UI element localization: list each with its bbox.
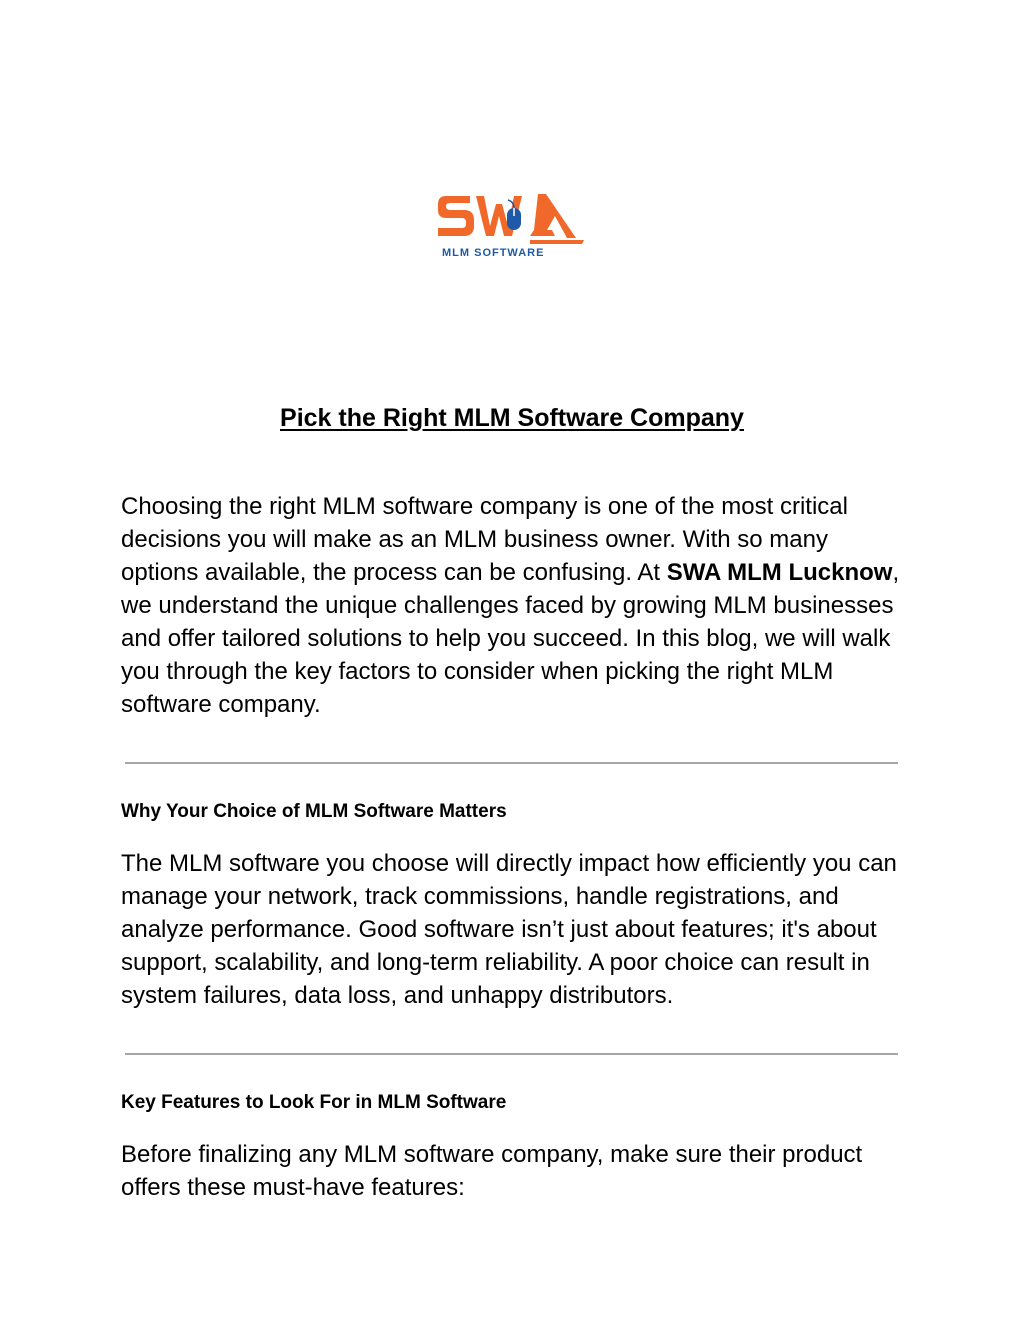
divider — [125, 762, 898, 764]
company-logo — [434, 186, 590, 262]
section-paragraph: Before finalizing any MLM software company, make sure their product offers these must-have features: — [121, 1141, 863, 1201]
section-heading: Why Your Choice of MLM Software Matters — [121, 801, 507, 822]
section-paragraph: The MLM software you choose will directly impact how efficiently you can manage your network, track commissions, handle registrations, and analyze performance. Good software isn’t just about features; it's about support, scalability, and long-term reliability. A poor choice can result in system failures, data loss, and unhappy distributors. — [121, 850, 897, 1009]
intro-text-start: Choosing the right MLM software company is one of the most critical decisions you will make as an MLM business owner. With so many options available, the process can be confusing. At — [121, 493, 848, 586]
intro-paragraph — [121, 490, 911, 721]
divider — [125, 1053, 898, 1055]
swa-logo-icon — [434, 186, 590, 262]
intro-text-end: , we understand the unique challenges faced by growing MLM businesses and offer tailored solutions to help you succeed. In this blog, we will walk you through the key factors to consider when picking the right MLM software company. — [121, 559, 900, 718]
section-heading: Key Features to Look For in MLM Software — [121, 1092, 507, 1113]
page-title: Pick the Right MLM Software Company — [280, 404, 744, 432]
logo-subtitle: MLM SOFTWARE — [442, 247, 545, 259]
company-name: SWA MLM Lucknow — [666, 559, 893, 586]
